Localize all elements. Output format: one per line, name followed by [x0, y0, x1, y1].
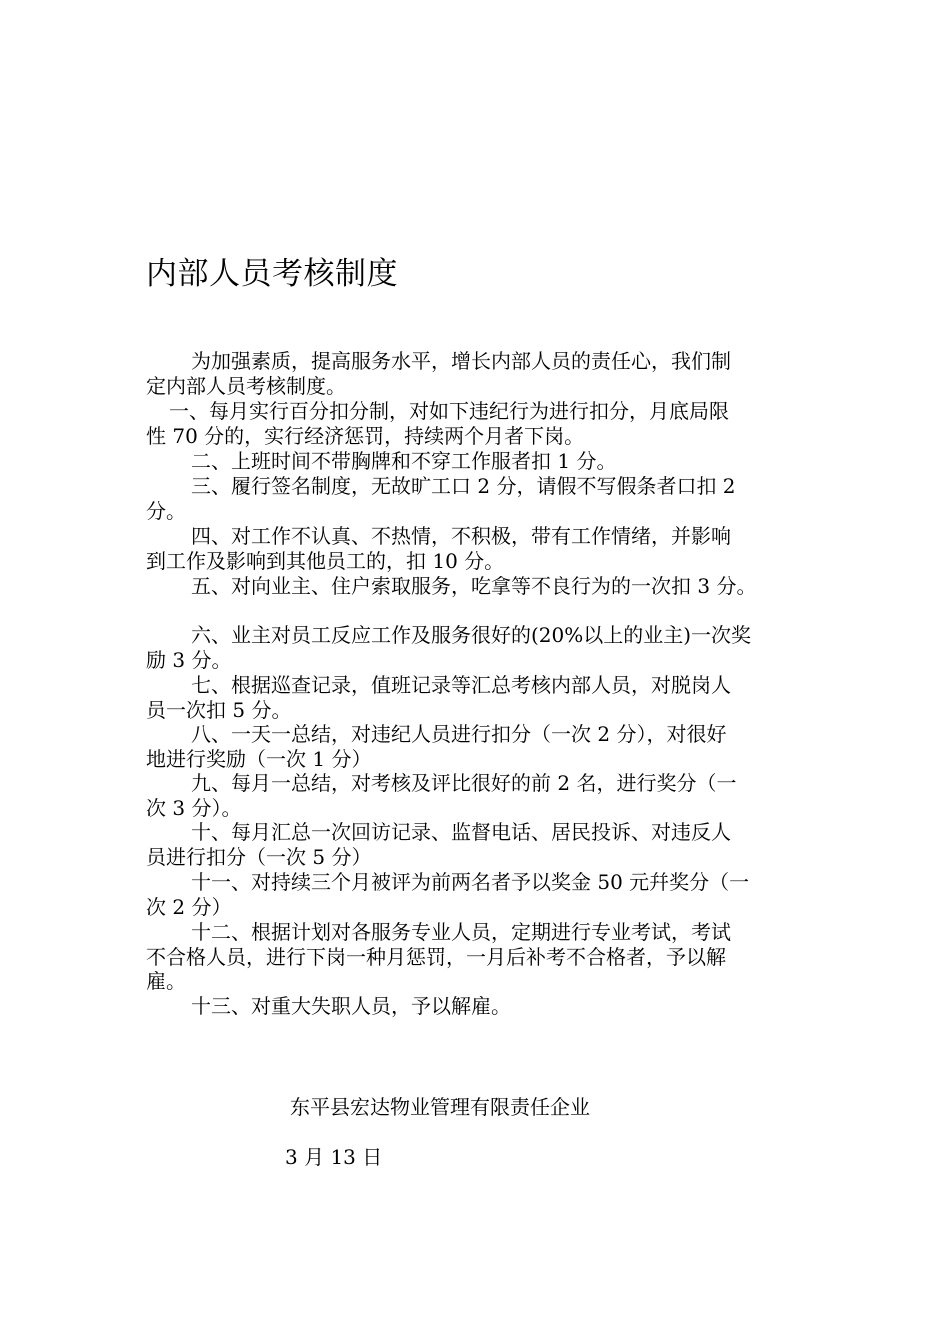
body-line: 五、对向业主、住户索取服务，吃拿等不良行为的一次扣 3 分。	[191, 574, 757, 598]
body-line: 九、每月一总结，对考核及评比很好的前 2 名，进行奖分（一	[191, 771, 737, 795]
body-line: 十二、根据计划对各服务专业人员，定期进行专业考试，考试	[191, 920, 731, 944]
body-line: 十、每月汇总一次回访记录、监督电话、居民投诉、对违反人	[191, 820, 731, 844]
body-line: 性 70 分的，实行经济惩罚，持续两个月者下岗。	[146, 424, 585, 448]
body-line: 十三、对重大失职人员，予以解雇。	[191, 994, 511, 1018]
body-line: 四、对工作不认真、不热情，不积极，带有工作情绪，并影响	[191, 524, 731, 548]
body-line: 八、一天一总结，对违纪人员进行扣分（一次 2 分），对很好	[191, 722, 727, 746]
body-line: 六、业主对员工反应工作及服务很好的(20%以上的业主)一次奖	[191, 623, 752, 647]
document-date: 3 月 13 日	[285, 1145, 383, 1169]
body-line: 二、上班时间不带胸牌和不穿工作服者扣 1 分。	[191, 449, 617, 473]
body-line: 为加强素质，提高服务水平，增长内部人员的责任心，我们制	[191, 349, 731, 373]
company-signature: 东平县宏达物业管理有限责任企业	[290, 1095, 590, 1119]
body-line: 不合格人员，进行下岗一种月惩罚，一月后补考不合格者，予以解	[146, 945, 726, 969]
body-line: 励 3 分。	[146, 648, 232, 672]
body-line: 定内部人员考核制度。	[146, 374, 346, 398]
body-line: 一、每月实行百分扣分制，对如下违纪行为进行扣分，月底局限	[169, 399, 729, 423]
body-line: 到工作及影响到其他员工的，扣 10 分。	[146, 549, 505, 573]
body-line: 员一次扣 5 分。	[146, 698, 292, 722]
body-line: 七、根据巡查记录，值班记录等汇总考核内部人员，对脱岗人	[191, 673, 731, 697]
body-line: 雇。	[146, 969, 186, 993]
body-line: 地进行奖励（一次 1 分）	[146, 747, 372, 771]
body-line: 十一、对持续三个月被评为前两名者予以奖金 50 元幷奖分（一	[191, 870, 750, 894]
body-line: 次 3 分）。	[146, 796, 242, 820]
body-line: 分。	[146, 499, 186, 523]
body-line: 次 2 分）	[146, 895, 232, 919]
body-line: 员进行扣分（一次 5 分）	[146, 845, 372, 869]
body-line: 三、履行签名制度，无故旷工口 2 分，请假不写假条者口扣 2	[191, 474, 736, 498]
document-title: 内部人员考核制度	[146, 256, 398, 292]
